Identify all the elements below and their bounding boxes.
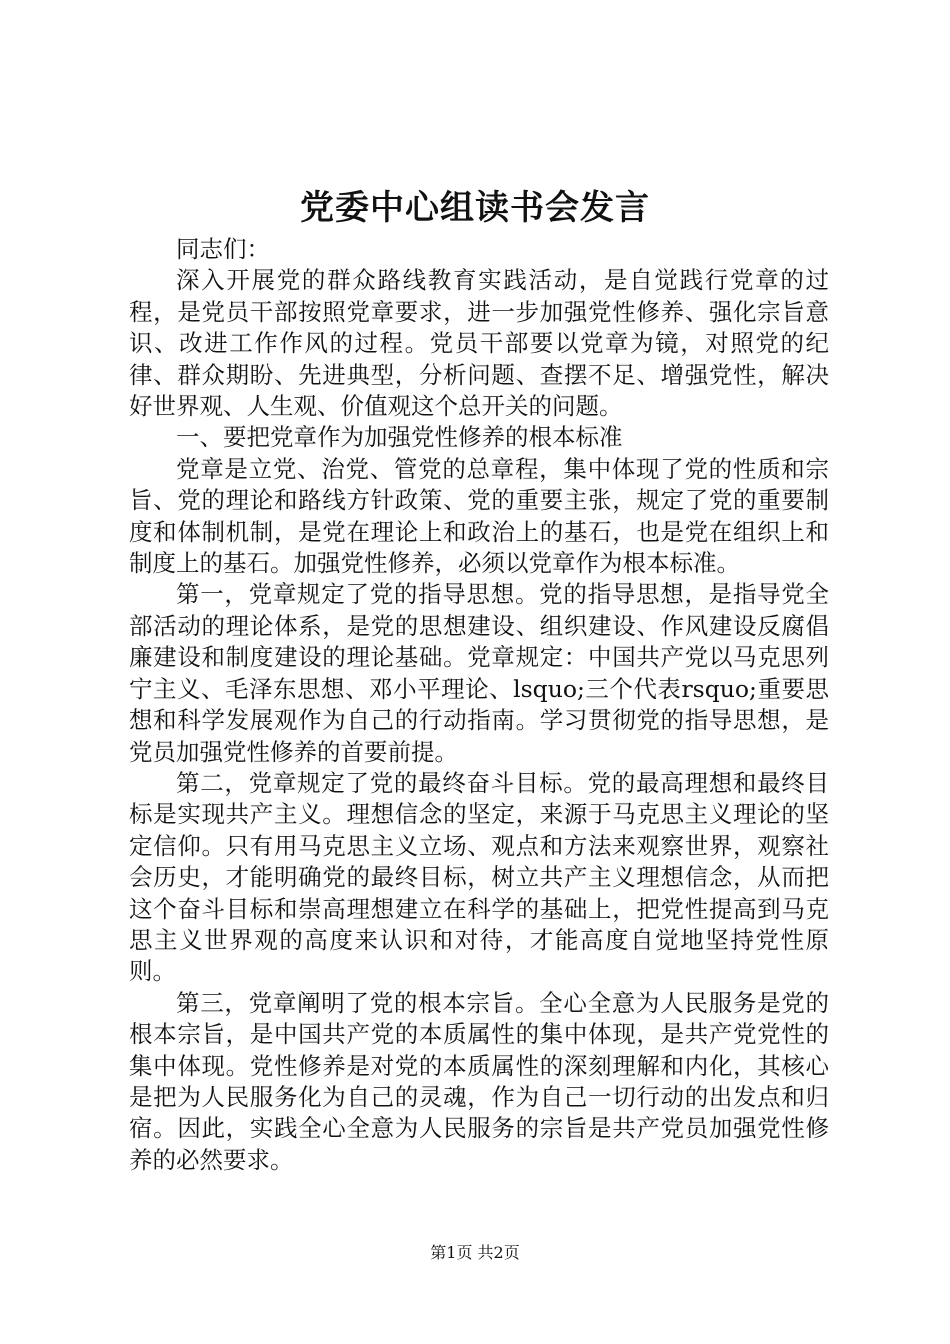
body-paragraph: 党章是立党、治党、管党的总章程，集中体现了党的性质和宗旨、党的理论和路线方针政策、党的重要主张，规定了党的重要制度和体制机制，是党在理论上和政治上的基石，也是党在组织上和制度上的基石。加强党性修养，必须以党章作为根本标准。 — [129, 454, 829, 578]
body-paragraph: 第二，党章规定了党的最终奋斗目标。党的最高理想和最终目标是实现共产主义。理想信念的坚定，来源于马克思主义理论的坚定信仰。只有用马克思主义立场、观点和方法来观察世界，观察社会历史，才能明确党的最终目标，树立共产主义理想信念，从而把这个奋斗目标和崇高理想建立在科学的基础上，把党性提高到马克思主义世界观的高度来认识和对待，才能高度自觉地坚持党性原则。 — [129, 768, 829, 986]
document-title: 党委中心组读书会发言 — [300, 188, 650, 228]
page-footer: 第1页 共2页 — [430, 1243, 520, 1262]
intro-paragraph: 深入开展党的群众路线教育实践活动，是自觉践行党章的过程，是党员干部按照党章要求，进一步加强党性修养、强化宗旨意识、改进工作作风的过程。党员干部要以党章为镜，对照党的纪律、群众期盼、先进典型，分析问题、查摆不足、增强党性，解决好世界观、人生观、价值观这个总开关的问题。 — [129, 266, 829, 421]
document-body — [129, 234, 829, 1176]
body-paragraph: 第三，党章阐明了党的根本宗旨。全心全意为人民服务是党的根本宗旨，是中国共产党的本质属性的集中体现，是共产党党性的集中体现。党性修养是对党的本质属性的深刻理解和内化，其核心是把为人民服务化为自己的灵魂，作为自己一切行动的出发点和归宿。因此，实践全心全意为人民服务的宗旨是共产党员加强党性修养的必然要求。 — [129, 988, 829, 1174]
body-paragraph: 第一，党章规定了党的指导思想。党的指导思想，是指导党全部活动的理论体系，是党的思想建设、组织建设、作风建设反腐倡廉建设和制度建设的理论基础。党章规定：中国共产党以马克思列宁主义、毛泽东思想、邓小平理论、lsquo;三个代表rsquo;重要思想和科学发展观作为自己的行动指南。学习贯彻党的指导思想，是党员加强党性修养的首要前提。 — [129, 580, 829, 766]
section-heading: 一、要把党章作为加强党性修养的根本标准 — [176, 423, 623, 452]
salutation-paragraph: 同志们： — [176, 235, 270, 263]
